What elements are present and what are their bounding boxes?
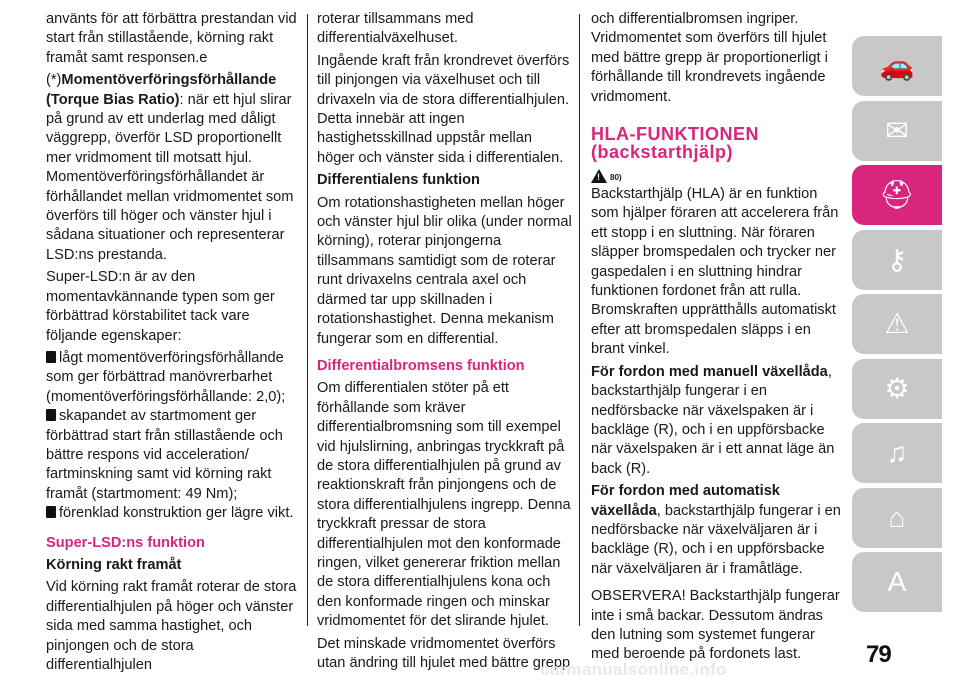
bullet-icon bbox=[46, 351, 56, 363]
seatbelt-icon: ⛑ bbox=[879, 179, 915, 210]
column-2 bbox=[317, 10, 573, 676]
music-icon: ♫ bbox=[886, 437, 908, 468]
tab-multimedia[interactable] bbox=[852, 423, 942, 483]
warning-triangle-icon: ⚠ bbox=[884, 308, 910, 339]
watermark-text: carmanualsonline.info bbox=[540, 660, 727, 679]
manual-paragraph bbox=[591, 363, 847, 479]
warning-ref-number: 80) bbox=[610, 173, 622, 183]
section-title-super-lsd: Super-LSD:ns funktion bbox=[46, 534, 205, 551]
hla-title: HLA-FUNKTIONEN (backstarthjälp) bbox=[591, 124, 759, 163]
torque-title: Momentöverföringsförhållande (Torque Bias Ratio) bbox=[46, 72, 277, 108]
straight-text: Vid körning rakt framåt roterar de stora differentialhjulen på höger och vänster sida med samma hastighet, och pinjongen och de stora differentialhjulen bbox=[46, 579, 297, 673]
warning-reference bbox=[591, 169, 847, 183]
tab-index[interactable] bbox=[852, 552, 942, 612]
envelope-light-icon: ✉ bbox=[885, 114, 909, 146]
note-text: OBSERVERA! Backstarthjälp fungerar inte i små backar. Dessutom ändras den lutning som systemet fungerar med beroende på fordonets last. bbox=[591, 588, 840, 663]
auto-paragraph bbox=[591, 482, 847, 579]
col2-para-1: roterar tillsammans med differentialväxelhuset. bbox=[317, 11, 474, 47]
manual-text: , backstarthjälp fungerar i en nedförsbacke när växelspaken är i backläge (R), och i en uppförsbacke när växelspaken är i ett annat läge än back (R). bbox=[591, 363, 835, 477]
last-text: Det minskade vridmomentet överförs utan ändring till hjulet med bättre grepp bbox=[317, 635, 571, 671]
bullet-icon bbox=[46, 506, 56, 518]
diff-text: Om rotationshastigheten mellan höger och vänster hjul blir olika (under normal körning), roterar pinjongerna tillsammans samtidigt som de roterar runt drivaxelns centrala axel och därmed tar upp skillnaden i rotationshastighet. Denna mekanism fungerar som en differential. bbox=[317, 194, 572, 347]
alphabet-index-icon: A bbox=[887, 566, 907, 597]
car-icon: 🚗 bbox=[879, 50, 915, 81]
col2-para-2: Ingående kraft från krondrevet överförs till pinjongen via växelhuset och till drivaxeln via de stora differentialhjulen. Detta innebär att ingen hastighetsskillnad uppstår mellan höger och vänster sida i differentialen. bbox=[317, 52, 570, 166]
steering-wheel-icon: ⚷ bbox=[886, 243, 908, 275]
intro-text: använts för att förbättra prestandan vid start från stillastående, körning rakt framåt samt responsen.e bbox=[46, 11, 297, 66]
tab-technical-data[interactable] bbox=[852, 488, 942, 548]
column-divider bbox=[307, 14, 308, 626]
tab-maintenance[interactable] bbox=[852, 359, 942, 419]
column-1 bbox=[46, 10, 302, 678]
bullet-text: förenklad konstruktion ger lägre vikt. bbox=[59, 505, 294, 522]
auto-text: , backstarthjälp fungerar i en nedförsbacke när växelväljaren är i backläge (R), och i en uppförsbacke när växelväljaren är i framåtläge. bbox=[591, 502, 841, 577]
manual-title: För fordon med manuell växellåda bbox=[591, 363, 828, 380]
bullet-item bbox=[46, 407, 302, 504]
tab-warning-lights[interactable] bbox=[852, 101, 942, 161]
brake-text: Om differentialen stöter på ett förhållande som kräver differentialbromsning som till exempel vid hjulslirning, anbringas tryckkraft på de stora differentialhjulen på grund av reaktionskraft från pinjongens och de stora differentialhjulens ingrepp. Denna tryckkraft pressar de stora differentialhjulen mot den konformade ringen, vilket genererar friktion mellan de stora differentialhjulens kona och den konformade ringen och minskar vridmomentet för det slirande hjulet. bbox=[317, 380, 571, 630]
bullet-item bbox=[46, 349, 302, 407]
warning-icon: ! bbox=[591, 169, 607, 183]
col3-para-1: och differentialbromsen ingriper. Vridmomentet som överförs till hjulet med bättre grepp är proportionerligt i förhållande till krondrevets ingående vridmoment. bbox=[591, 11, 828, 105]
hla-text: Backstarthjälp (HLA) är en funktion som hjälper föraren att accelerera från ett stopp i en sluttning. När föraren släpper bromspedalen och trycker ner gaspedalen i en sluttning hindrar funktionen fordonet från att rulla. Bromskraften upprätthålls automatiskt efter att bromspedalen släpps i en brant vinkel. bbox=[591, 186, 839, 358]
gear-icon: ⚙ bbox=[884, 372, 910, 404]
tab-car[interactable] bbox=[852, 36, 942, 96]
super-lsd-text: Super-LSD:n är av den momentavkännande typen som ger förbättrad körstabilitet tack vare följande egenskaper: bbox=[46, 269, 275, 344]
bullet-text: lågt momentöverföringsförhållande som ger förbättrad manövrerbarhet (momentöverföringsförhållande: 2,0); bbox=[46, 349, 286, 405]
torque-text: : när ett hjul slirar på grund av ett underlag med dåligt väggrepp, överför LSD proportionellt mer vridmoment till motsatt hjul. Momentöverföringsförhållandet är förhållandet mellan vridmomentet som överförs till höger och vänster hjul i sådana situationer och representerar LSD:ns prestanda. bbox=[46, 91, 294, 263]
torque-paragraph bbox=[46, 71, 302, 265]
brake-title: Differentialbromsens funktion bbox=[317, 357, 525, 374]
footnote-mark: (*) bbox=[46, 72, 62, 89]
diff-title: Differentialens funktion bbox=[317, 172, 480, 189]
tab-safety[interactable] bbox=[852, 165, 942, 225]
bullet-text: skapandet av startmoment ger förbättrad start från stillastående och bättre respons vid acceleration/ fartminskning samt vid körning rakt framåt (startmoment: 49 Nm); bbox=[46, 408, 283, 502]
tab-key-steering[interactable] bbox=[852, 230, 942, 290]
auto-title: För fordon med automatisk växellåda bbox=[591, 483, 780, 519]
column-divider bbox=[579, 14, 580, 626]
chapter-sidebar bbox=[852, 36, 942, 617]
subtitle-straight: Körning rakt framåt bbox=[46, 556, 182, 573]
page-number: 79 bbox=[866, 641, 891, 668]
tech-data-icon: ⌂ bbox=[888, 501, 906, 533]
bullet-item bbox=[46, 504, 302, 523]
column-3 bbox=[591, 10, 847, 668]
tab-emergency[interactable] bbox=[852, 294, 942, 354]
bullet-icon bbox=[46, 409, 56, 421]
